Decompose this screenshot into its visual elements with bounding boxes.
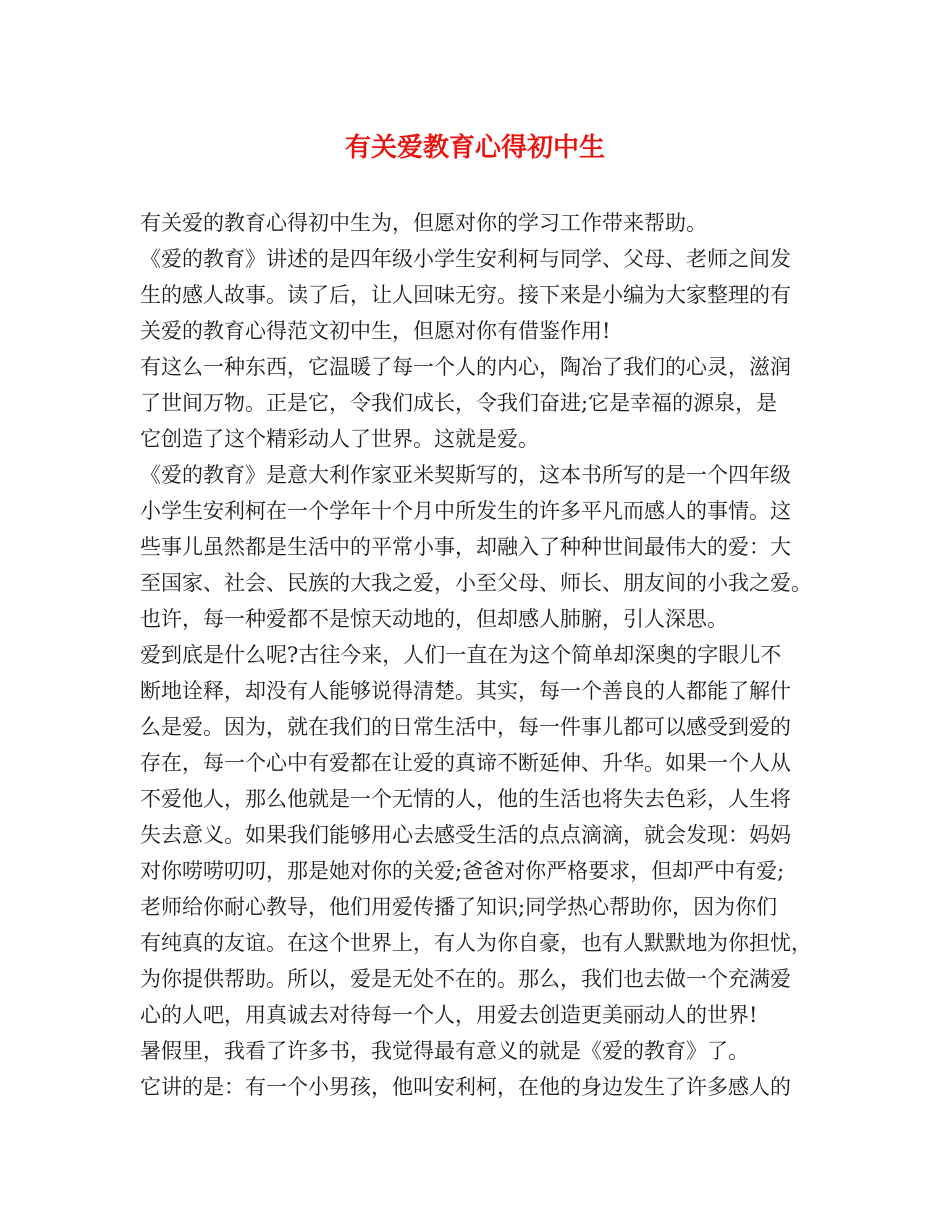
text-line: 有纯真的友谊。在这个世界上，有人为你自豪，也有人默默地为你担忧， bbox=[140, 931, 812, 955]
text-line: 了世间万物。正是它，令我们成长，令我们奋进;它是幸福的源泉，是 bbox=[140, 391, 778, 415]
text-line: 断地诠释，却没有人能够说得清楚。其实，每一个善良的人都能了解什 bbox=[140, 679, 791, 703]
text-line: 它讲的是：有一个小男孩，他叫安利柯，在他的身边发生了许多感人的 bbox=[140, 1075, 791, 1099]
text-line: 也许，每一种爱都不是惊天动地的，但却感人肺腑，引人深思。 bbox=[140, 607, 728, 631]
text-line: 存在，每一个心中有爱都在让爱的真谛不断延伸、升华。如果一个人从 bbox=[140, 751, 791, 775]
document-body bbox=[140, 205, 830, 1105]
text-line: 生的感人故事。读了后，让人回味无穷。接下来是小编为大家整理的有 bbox=[140, 283, 791, 307]
text-line: 对你唠唠叨叨，那是她对你的关爱;爸爸对你严格要求，但却严中有爱; bbox=[140, 859, 785, 883]
text-line: 心的人吧，用真诚去对待每一个人，用爱去创造更美丽动人的世界! bbox=[140, 1003, 758, 1027]
text-line: 小学生安利柯在一个学年十个月中所发生的许多平凡而感人的事情。这 bbox=[140, 499, 791, 523]
document-title: 有关爱教育心得初中生 bbox=[344, 133, 605, 163]
text-line: 有这么一种东西，它温暖了每一个人的内心，陶冶了我们的心灵，滋润 bbox=[140, 355, 791, 379]
text-line: 些事儿虽然都是生活中的平常小事，却融入了种种世间最伟大的爱：大 bbox=[140, 535, 791, 559]
text-line: 它创造了这个精彩动人了世界。这就是爱。 bbox=[140, 427, 539, 451]
text-line: 失去意义。如果我们能够用心去感受生活的点点滴滴，就会发现：妈妈 bbox=[140, 823, 791, 847]
text-line: 么是爱。因为，就在我们的日常生活中，每一件事儿都可以感受到爱的 bbox=[140, 715, 791, 739]
text-line: 《爱的教育》是意大利作家亚米契斯写的，这本书所写的是一个四年级 bbox=[140, 463, 791, 487]
text-line: 老师给你耐心教导，他们用爱传播了知识;同学热心帮助你，因为你们 bbox=[140, 895, 778, 919]
text-line: 至国家、社会、民族的大我之爱，小至父母、师长、朋友间的小我之爱。 bbox=[140, 571, 812, 595]
text-line: 《爱的教育》讲述的是四年级小学生安利柯与同学、父母、老师之间发 bbox=[140, 247, 791, 271]
text-line: 暑假里，我看了许多书，我觉得最有意义的就是《爱的教育》了。 bbox=[140, 1039, 749, 1063]
text-line: 关爱的教育心得范文初中生，但愿对你有借鉴作用! bbox=[140, 319, 611, 343]
text-line: 为你提供帮助。所以，爱是无处不在的。那么，我们也去做一个充满爱 bbox=[140, 967, 791, 991]
text-line: 有关爱的教育心得初中生为，但愿对你的学习工作带来帮助。 bbox=[140, 211, 707, 235]
text-line: 爱到底是什么呢?古往今来，人们一直在为这个简单却深奥的字眼儿不 bbox=[140, 643, 782, 667]
text-line: 不爱他人，那么他就是一个无情的人，他的生活也将失去色彩，人生将 bbox=[140, 787, 791, 811]
